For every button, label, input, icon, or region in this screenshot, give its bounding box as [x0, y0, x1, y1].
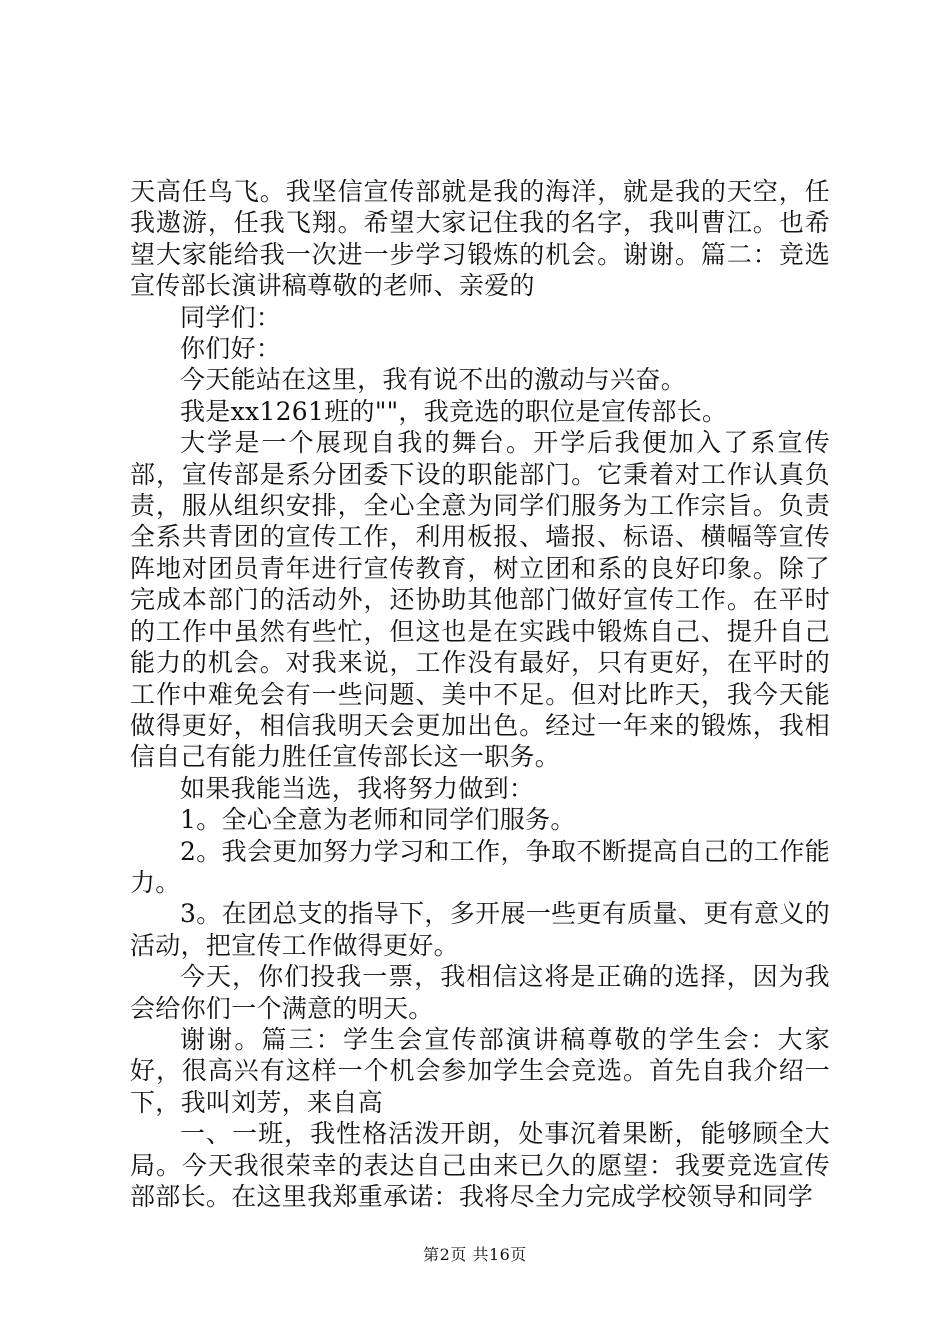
paragraph-university-stage: 大学是一个展现自我的舞台。开学后我便加入了系宣传部，宣传部是系分团委下设的职能部门。它秉着对工作认真负责，服从组织安排，全心全意为同学们服务为工作宗旨。负责全系共青团的宣传工作，利用板报、墙报、标语、横幅等宣传阵地对团员青年进行宣传教育，树立团和系的良好印象。除了完成本部门的活动外，还协助其他部门做好宣传工作。在平时的工作中虽然有些忙，但这也是在实践中锻炼自己、提升自己能力的机会。对我来说，工作没有最好，只有更好，在平时的工作中难免会有一些问题、美中不足。但对比昨天，我今天能做得更好，相信我明天会更加出色。经过一年来的锻炼，我相信自己有能力胜任宣传部长这一职务。 [130, 428, 830, 772]
paragraph-class-one: 一、一班，我性格活泼开朗，处事沉着果断，能够顾全大局。今天我很荣幸的表达自己由来已久的愿望：我要竞选宣传部部长。在这里我郑重承诺：我将尽全力完成学校领导和同学 [130, 1119, 830, 1211]
list-item-3: 3。在团总支的指导下，多开展一些更有质量、更有意义的活动，把宣传工作做得更好。 [130, 899, 830, 960]
paragraph-introduction: 我是xx1261班的""，我竞选的职位是宣传部长。 [180, 396, 728, 426]
paragraph-excitement: 今天能站在这里，我有说不出的激动与兴奋。 [180, 365, 687, 395]
page-number-footer: 第2页 共16页 [423, 1245, 527, 1264]
paragraph-greeting: 你们好： [180, 334, 282, 364]
paragraph-vote: 今天，你们投我一票，我相信这将是正确的选择，因为我会给你们一个满意的明天。 [130, 962, 830, 1023]
list-item-2: 2。我会更加努力学习和工作，争取不断提高自己的工作能力。 [130, 836, 830, 897]
paragraph-continuation: 天高任鸟飞。我坚信宣传部就是我的海洋，就是我的天空，任我遨游，任我飞翔。希望大家记住我的名字，我叫曹江。也希望大家能给我一次进一步学习锻炼的机会。谢谢。篇二：竞选宣传部长演讲稿尊敬的老师、亲爱的 [130, 177, 830, 301]
paragraph-salutation-students: 同学们： [180, 302, 282, 332]
list-item-1: 1。全心全意为老师和同学们服务。 [180, 805, 576, 835]
paragraph-if-elected: 如果我能当选，我将努力做到： [180, 773, 535, 803]
document-body [130, 176, 830, 1212]
paragraph-part-three: 谢谢。篇三：学生会宣传部演讲稿尊敬的学生会：大家好，很高兴有这样一个机会参加学生会竞选。首先自我介绍一下，我叫刘芳，来自高 [130, 1024, 830, 1117]
